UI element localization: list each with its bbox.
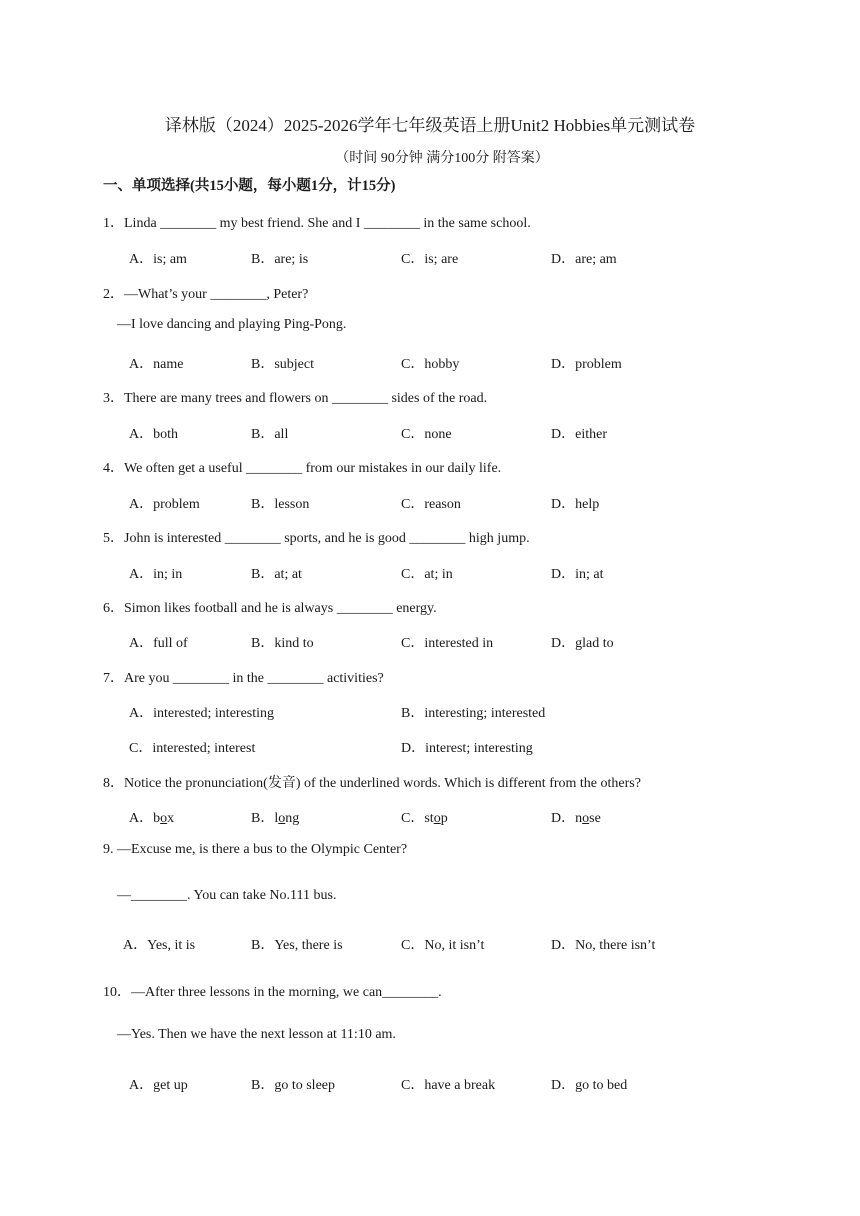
question-6-stem: 6．Simon likes football and he is always ________ energy. — [103, 601, 437, 616]
question-3-stem: 3．There are many trees and flowers on ________ sides of the road. — [103, 391, 488, 406]
question-7-option-a: A．interested; interesting — [129, 706, 275, 721]
question-7-option-c: C．interested; interest — [129, 741, 256, 756]
question-1-option-b: B．are; is — [251, 252, 309, 267]
question-5-option-a: A．in; in — [129, 567, 183, 582]
question-10-stem: 10．—After three lessons in the morning, we can________. — [103, 985, 442, 1000]
question-5-option-b: B．at; at — [251, 567, 302, 582]
question-9-reply: —________. You can take No.111 bus. — [117, 888, 337, 903]
question-9-option-a: A．Yes, it is — [123, 938, 196, 953]
question-3-option-c: C．none — [401, 427, 452, 442]
question-6-option-c: C．interested in — [401, 636, 494, 651]
question-9-option-c: C．No, it isn’t — [401, 938, 485, 953]
question-5-option-c: C．at; in — [401, 567, 453, 582]
question-7-option-b: B．interesting; interested — [401, 706, 546, 721]
question-2-stem: 2．—What’s your ________, Peter? — [103, 287, 309, 302]
underlined-letter: o — [160, 811, 168, 826]
question-10-option-d: D．go to bed — [551, 1078, 628, 1093]
question-8-option-d: D．nose — [551, 811, 601, 826]
question-1-option-d: D．are; am — [551, 252, 617, 267]
question-8-option-a: A．box — [129, 811, 175, 826]
question-10-option-b: B．go to sleep — [251, 1078, 335, 1093]
question-10-option-c: C．have a break — [401, 1078, 496, 1093]
question-8-stem: 8．Notice the pronunciation(发音) of the underlined words. Which is different from the others? — [103, 776, 641, 791]
question-7-stem: 7．Are you ________ in the ________ activities? — [103, 671, 384, 686]
question-6-option-b: B．kind to — [251, 636, 314, 651]
question-2-option-d: D．problem — [551, 357, 622, 372]
page-subtitle: （时间 90分钟 满分100分 附答案） — [335, 151, 549, 166]
question-5-stem: 5．John is interested ________ sports, and he is good ________ high jump. — [103, 531, 530, 546]
question-2-reply: —I love dancing and playing Ping-Pong. — [117, 317, 347, 332]
question-7-option-d: D．interest; interesting — [401, 741, 533, 756]
question-8-option-b: B．long — [251, 811, 300, 826]
question-8-option-c: C．stop — [401, 811, 448, 826]
question-4-option-b: B．lesson — [251, 497, 310, 512]
question-1-stem: 1．Linda ________ my best friend. She and I ________ in the same school. — [103, 216, 531, 231]
question-3-option-d: D．either — [551, 427, 607, 442]
question-5-option-d: D．in; at — [551, 567, 604, 582]
underlined-letter: o — [278, 811, 286, 826]
question-10-reply: —Yes. Then we have the next lesson at 11:10 am. — [117, 1027, 396, 1042]
question-6-option-d: D．glad to — [551, 636, 614, 651]
underlined-letter: o — [582, 811, 590, 826]
question-4-option-d: D．help — [551, 497, 600, 512]
page-title: 译林版（2024）2025-2026学年七年级英语上册Unit2 Hobbies单元测试卷 — [164, 116, 696, 135]
question-2-option-c: C．hobby — [401, 357, 460, 372]
underlined-letter: o — [433, 811, 441, 826]
question-3-option-b: B．all — [251, 427, 289, 442]
question-2-option-a: A．name — [129, 357, 184, 372]
question-1-option-c: C．is; are — [401, 252, 459, 267]
question-4-option-c: C．reason — [401, 497, 461, 512]
question-1-option-a: A．is; am — [129, 252, 187, 267]
question-9-option-d: D．No, there isn’t — [551, 938, 656, 953]
question-3-option-a: A．both — [129, 427, 178, 442]
question-4-stem: 4．We often get a useful ________ from our mistakes in our daily life. — [103, 461, 502, 476]
question-6-option-a: A．full of — [129, 636, 188, 651]
section-heading-1: 一、单项选择(共15小题，每小题1分，计15分) — [103, 178, 396, 194]
question-9-option-b: B．Yes, there is — [251, 938, 343, 953]
question-10-option-a: A．get up — [129, 1078, 188, 1093]
question-4-option-a: A．problem — [129, 497, 200, 512]
question-2-option-b: B．subject — [251, 357, 314, 372]
question-9-stem: 9. —Excuse me, is there a bus to the Olympic Center? — [103, 842, 408, 857]
